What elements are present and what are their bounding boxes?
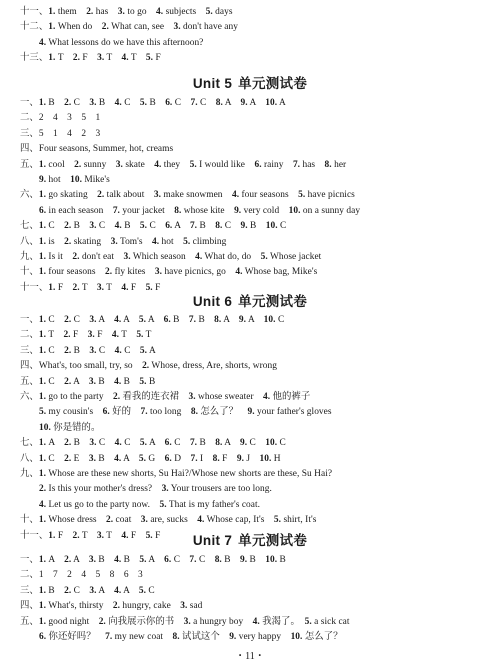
unit7-heading xyxy=(0,529,500,549)
unit7-label: Unit 7 xyxy=(192,533,233,548)
answer-line: 三、1. C 2. B 3. C 4. C 5. A xyxy=(20,345,156,356)
answer-line: 三、1. B 2. C 3. A 4. A 5. C xyxy=(20,585,155,596)
answer-line: 二、1 7 2 4 5 8 6 3 xyxy=(20,570,143,581)
answer-line: 五、1. good night 2. 向我展示你的书 3. a hungry boy 4. 我渴了。 5. a sick cat xyxy=(20,616,350,627)
answer-line: 十一、1. F 2. T 3. T 4. F 5. F xyxy=(20,282,161,293)
answer-line: 四、1. What's, thirsty 2. hungry, cake 3. sad xyxy=(20,601,203,612)
unit6-answers xyxy=(20,313,486,544)
watermark-logo xyxy=(410,640,496,664)
unit5-lines xyxy=(20,96,486,296)
unit6-lines xyxy=(20,313,486,544)
unit6-title: 单元测试卷 xyxy=(238,294,308,309)
answer-line: 4. What lessons do we have this afternoon? xyxy=(39,37,204,48)
unit5-label: Unit 5 xyxy=(192,76,233,91)
answer-line: 5. my cousin's 6. 好的 7. too long 8. 怎么了？ 9. your father's gloves xyxy=(39,407,332,418)
answer-line: 五、1. cool 2. sunny 3. skate 4. they 5. I would like 6. rainy 7. has 8. her xyxy=(20,159,347,170)
answer-line: 一、1. B 2. C 3. B 4. C 5. B 6. C 7. C 8. A 9. A 10. A xyxy=(20,98,286,108)
answer-line: 四、What's, too small, try, so 2. Whose, dress, Are, shorts, wrong xyxy=(20,361,277,372)
answer-line: 七、1. C 2. B 3. C 4. B 5. C 6. A 7. B 8. C 9. B 10. C xyxy=(20,221,287,232)
answer-line: 五、1. C 2. A 3. B 4. B 5. B xyxy=(20,376,156,387)
section-top-lines xyxy=(20,5,486,67)
answer-line: 一、1. C 2. C 3. A 4. A 5. A 6. B 7. B 8. A 9. A 10. C xyxy=(20,315,285,325)
answer-line: 十一、1. them 2. has 3. to go 4. subjects 5. days xyxy=(20,7,233,17)
answer-line: 十二、1. When do 2. What can, see 3. don't have any xyxy=(20,22,238,33)
unit6-heading xyxy=(0,290,500,310)
answer-line: 四、Four seasons, Summer, hot, creams xyxy=(20,144,174,155)
answer-line: 6. in each season 7. your jacket 8. whose kite 9. very cold 10. on a sunny day xyxy=(39,205,361,216)
answer-line: 十一、1. F 2. T 3. T 4. F 5. F xyxy=(20,530,161,541)
answer-line: 六、1. go skating 2. talk about 3. make snowmen 4. four seasons 5. have picnics xyxy=(20,190,355,201)
answer-line: 七、1. A 2. B 3. C 4. C 5. A 6. C 7. B 8. A 9. C 10. C xyxy=(20,438,286,449)
answer-line: 九、1. Whose are these new shorts, Su Hai?/Whose new shorts are these, Su Hai? xyxy=(20,469,333,480)
answer-line: 9. hot 10. Mike's xyxy=(39,175,110,186)
unit5-title: 单元测试卷 xyxy=(238,76,308,91)
answer-line: 十、1. four seasons 2. fly kites 3. have picnics, go 4. Whose bag, Mike's xyxy=(20,267,318,278)
answer-line: 三、5 1 4 2 3 xyxy=(20,128,101,139)
answer-line: 八、1. C 2. E 3. B 4. A 5. G 6. D 7. I 8. F 9. J 10. H xyxy=(20,453,281,464)
unit7-answers xyxy=(20,553,486,645)
answer-line: 二、2 4 3 5 1 xyxy=(20,113,101,124)
answer-line: 六、1. go to the party 2. 看我的连衣裙 3. whose sweater 4. 他的裤子 xyxy=(20,392,311,403)
unit7-lines xyxy=(20,553,486,645)
answer-line: 二、1. T 2. F 3. F 4. T 5. T xyxy=(20,330,152,341)
answer-line: 2. Is this your mother's dress? 3. Your trousers are too long. xyxy=(39,484,272,495)
unit5-heading xyxy=(0,72,500,92)
page-number: ・11・ xyxy=(235,651,265,662)
answer-line: 10. 你是错的。 xyxy=(39,422,101,433)
answer-line: 八、1. is 2. skating 3. Tom's 4. hot 5. climbing xyxy=(20,236,227,247)
unit5-answers xyxy=(20,96,486,296)
answer-line: 十三、1. T 2. F 3. T 4. T 5. F xyxy=(20,53,161,64)
unit6-label: Unit 6 xyxy=(192,294,233,309)
answer-line: 6. 你还好吗？ 7. my new coat 8. 试试这个 9. very happy 10. 怎么了？ xyxy=(39,632,343,643)
section-top xyxy=(20,5,486,67)
answer-line: 十、1. Whose dress 2. coat 3. are, sucks 4. Whose cap, It's 5. shirt, It's xyxy=(20,515,317,526)
unit7-title: 单元测试卷 xyxy=(238,533,308,548)
answer-line: 九、1. Is it 2. don't eat 3. Which season 4. What do, do 5. Whose jacket xyxy=(20,252,322,263)
answer-line: 一、1. A 2. A 3. B 4. B 5. A 6. C 7. C 8. B 9. B 10. B xyxy=(20,555,286,565)
answer-line: 4. Let us go to the party now. 5. That is my father's coat. xyxy=(39,499,261,510)
